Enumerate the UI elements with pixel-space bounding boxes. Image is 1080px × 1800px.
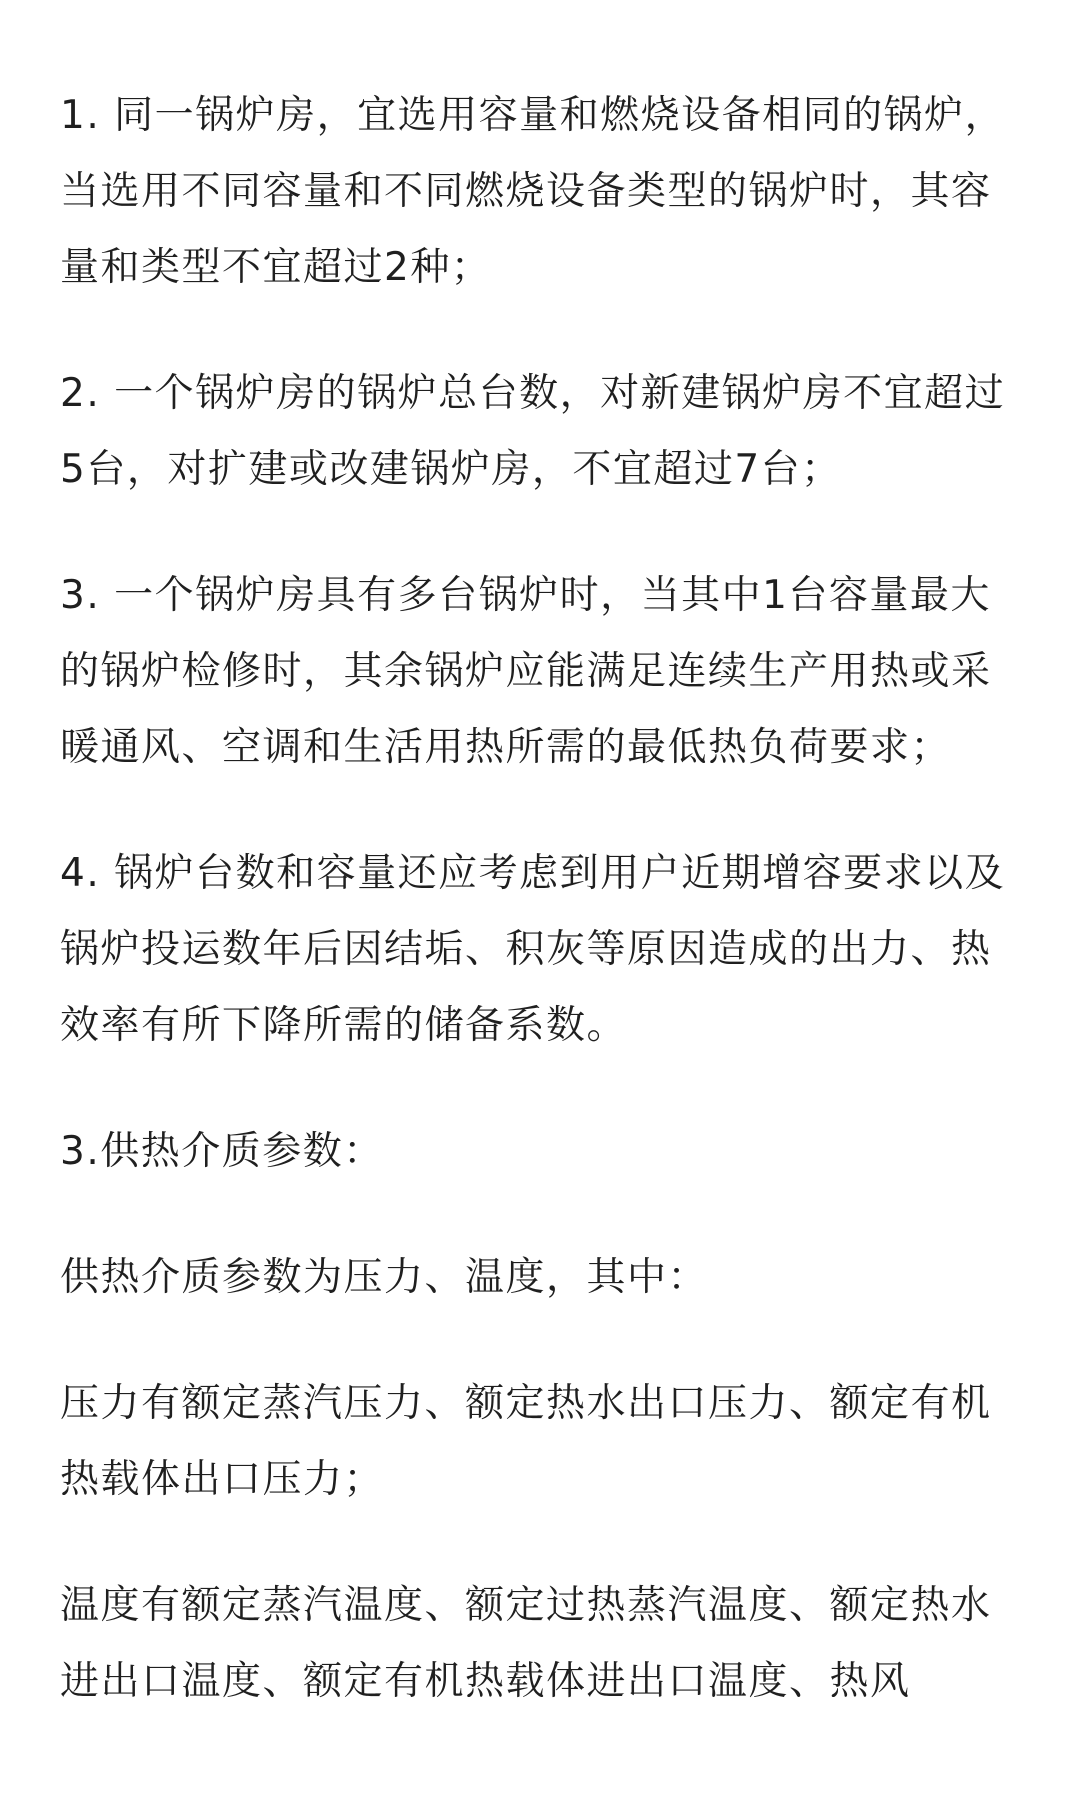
paragraph-pressure: 压力有额定蒸汽压力、额定热水出口压力、额定有机热载体出口压力；	[60, 1381, 992, 1502]
article-body	[60, 78, 1022, 1770]
paragraph-boiler-selection: 1. 同一锅炉房，宜选用容量和燃烧设备相同的锅炉，当选用不同容量和不同燃烧设备类型的锅炉时，其容量和类型不宜超过2种；	[60, 93, 1006, 290]
paragraph-boiler-maintenance: 3. 一个锅炉房具有多台锅炉时，当其中1台容量最大的锅炉检修时，其余锅炉应能满足连续生产用热或采暖通风、空调和生活用热所需的最低热负荷要求；	[60, 573, 992, 770]
paragraph-parameters-intro: 供热介质参数为压力、温度，其中：	[60, 1255, 709, 1300]
paragraph-capacity-reserve: 4. 锅炉台数和容量还应考虑到用户近期增容要求以及锅炉投运数年后因结垢、积灰等原因造成的出力、热效率有所下降所需的储备系数。	[60, 851, 1006, 1048]
section-heading-medium-parameters: 3.供热介质参数：	[60, 1129, 384, 1174]
paragraph-temperature: 温度有额定蒸汽温度、额定过热蒸汽温度、额定热水进出口温度、额定有机热载体进出口温度、热风	[60, 1583, 992, 1704]
paragraph-boiler-count: 2. 一个锅炉房的锅炉总台数，对新建锅炉房不宜超过5台，对扩建或改建锅炉房，不宜超过7台；	[60, 371, 1006, 492]
